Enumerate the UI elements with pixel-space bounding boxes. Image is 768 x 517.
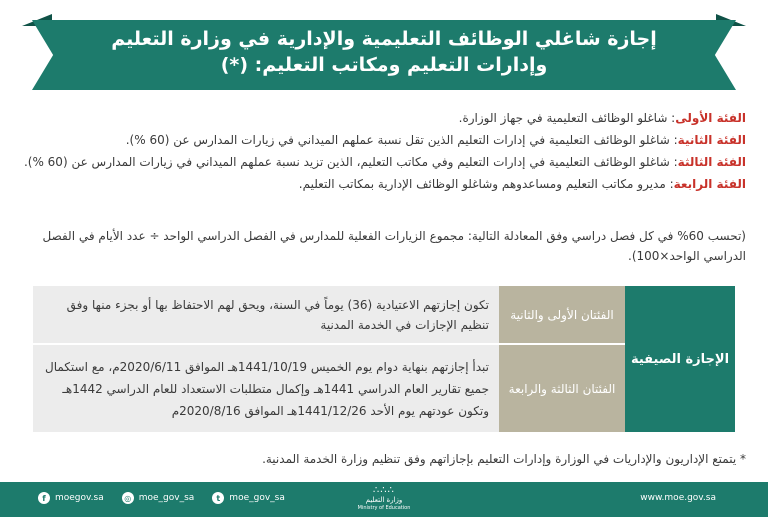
category-text: : مديرو مكاتب التعليم ومساعدوهم وشاغلو الوظائف الإدارية بمكاتب التعليم. [298,177,674,191]
twitter-icon: t [212,492,224,504]
category-label: الفئة الأولى [675,111,746,125]
website-link[interactable]: www.moe.gov.sa [640,493,716,503]
table-detail-cell: تبدأ إجازتهم بنهاية دوام يوم الخميس 1441/10/19هـ الموافق 2020/6/11م، مع استكمال جميع تقارير العام الدراسي 1441هـ وإكمال متطلبات الاستعداد للعام الدراسي 1442هـ وتكون عودتهم يوم الأحد 1441/12/26هـ الموافق 2020/8/16م [33,345,499,432]
social-links [38,492,285,504]
vacation-table [33,286,735,432]
table-category-cell: الفئتان الأولى والثانية [499,286,625,345]
title-line-2: وإدارات التعليم ومكاتب التعليم: (*) [220,54,548,76]
footer-bar [0,482,768,517]
title-line-1: إجازة شاغلي الوظائف التعليمية والإدارية في وزارة التعليم [111,28,657,50]
footnote: * يتمتع الإداريون والإداريات في الوزارة وإدارات التعليم بإجازاتهم وفق تنظيم وزارة الخدمة المدنية. [262,452,746,466]
category-item [22,173,746,195]
category-text: : شاغلو الوظائف التعليمية في إدارات التعليم الذين تقل نسبة عملهم الميداني في زيارات المدارس عن (60 %). [125,133,678,147]
page-title [60,26,708,78]
category-text: : شاغلو الوظائف التعليمية في إدارات التعليم وفي مكاتب التعليم، الذين تزيد نسبة عملهم الميداني في زيارات المدارس عن (60 %). [23,155,678,169]
category-label: الفئة الثانية [677,133,746,147]
logo-text-en: Ministry of Education [357,505,411,511]
ministry-logo [352,485,416,511]
category-text: : شاغلو الوظائف التعليمية في جهاز الوزارة. [458,111,676,125]
formula-text: (تحسب 60% في كل فصل دراسي وفق المعادلة التالية: مجموع الزيارات الفعلية للمدارس في الفصل الدراسي الواحد ÷ عدد الأيام في الفصل الدراسي الواحد×100). [42,229,746,263]
category-label: الفئة الثالثة [677,155,746,169]
instagram-handle: moe_gov_sa [138,493,195,503]
category-label: الفئة الرابعة [673,177,746,191]
instagram-link[interactable] [122,492,195,504]
facebook-icon: f [38,492,50,504]
twitter-handle: moe_gov_sa [229,493,285,503]
category-item [22,107,746,129]
logo-mark-icon: ∴∴∴ [372,485,396,496]
category-item [22,151,746,173]
table-detail-cell: تكون إجازتهم الاعتيادية (36) يوماً في السنة، ويحق لهم الاحتفاظ بها أو بجزء منها وفق تنظيم الإجازات في الخدمة المدنية [33,286,499,345]
category-item [22,129,746,151]
category-list [22,107,746,195]
twitter-link[interactable] [212,492,285,504]
facebook-handle: moegov.sa [55,493,104,503]
table-head-summer-vacation: الإجازة الصيفية [625,286,735,432]
facebook-link[interactable] [38,492,104,504]
table-category-cell: الفئتان الثالثة والرابعة [499,345,625,432]
instagram-icon: ◎ [122,492,134,504]
logo-text-ar: وزارة التعليم [365,496,403,504]
